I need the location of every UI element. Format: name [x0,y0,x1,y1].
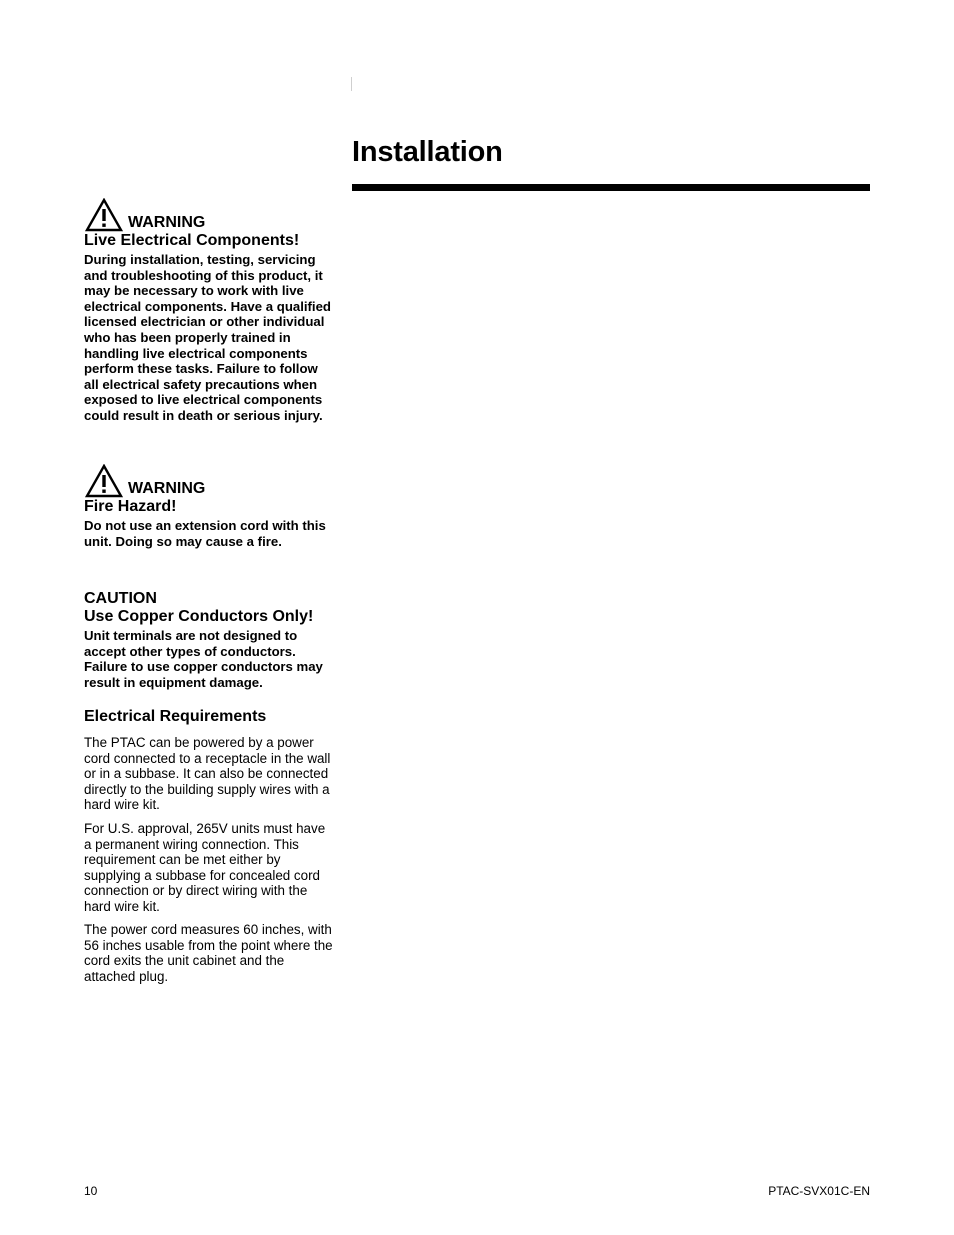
caution-label: CAUTION [84,590,157,607]
warning-subtitle: Fire Hazard! [84,498,177,515]
warning-body: Do not use an extension cord with this unit. Doing so may cause a fire. [84,518,326,549]
title-rule [352,184,870,191]
warning-triangle-icon [85,464,123,498]
section-heading-electrical-requirements: Electrical Requirements [84,708,267,725]
warning-live-electrical [84,198,334,424]
warning-label: WARNING [128,480,206,497]
page-title: Installation [352,136,503,168]
warning-fire-hazard [84,464,334,549]
warning-subtitle: Live Electrical Components! [84,232,300,249]
warning-label: WARNING [128,214,206,231]
caution-copper-conductors [84,590,334,690]
caution-body: Unit terminals are not designed to accept other types of conductors. Failure to use copper conductors may result in equipment damage. [84,628,323,690]
warning-header [84,464,334,498]
body-paragraph: For U.S. approval, 265V units must have a permanent wiring connection. This requirement can be met either by supplying a subbase for concealed cord connection or by direct wiring with the hard wire kit. [84,821,326,914]
header-marker [351,77,352,91]
body-paragraph: The power cord measures 60 inches, with 56 inches usable from the point where the cord exits the unit cabinet and the attached plug. [84,922,333,984]
warning-body: During installation, testing, servicing and troubleshooting of this product, it may be necessary to work with live electrical components. Have a qualified licensed electrician or other individual who has been properly trained in handling live electrical components perform these tasks. Failure to follow all electrical safety precautions when exposed to live electrical components could result in death or serious injury. [84,252,331,423]
footer-document-code: PTAC-SVX01C-EN [768,1184,870,1198]
warning-triangle-icon [85,198,123,232]
body-paragraph: The PTAC can be powered by a power cord connected to a receptacle in the wall or in a subbase. It can also be connected directly to the building supply wires with a hard wire kit. [84,735,331,813]
warning-header [84,198,334,232]
caution-subtitle: Use Copper Conductors Only! [84,608,314,625]
footer-page-number: 10 [84,1184,98,1198]
